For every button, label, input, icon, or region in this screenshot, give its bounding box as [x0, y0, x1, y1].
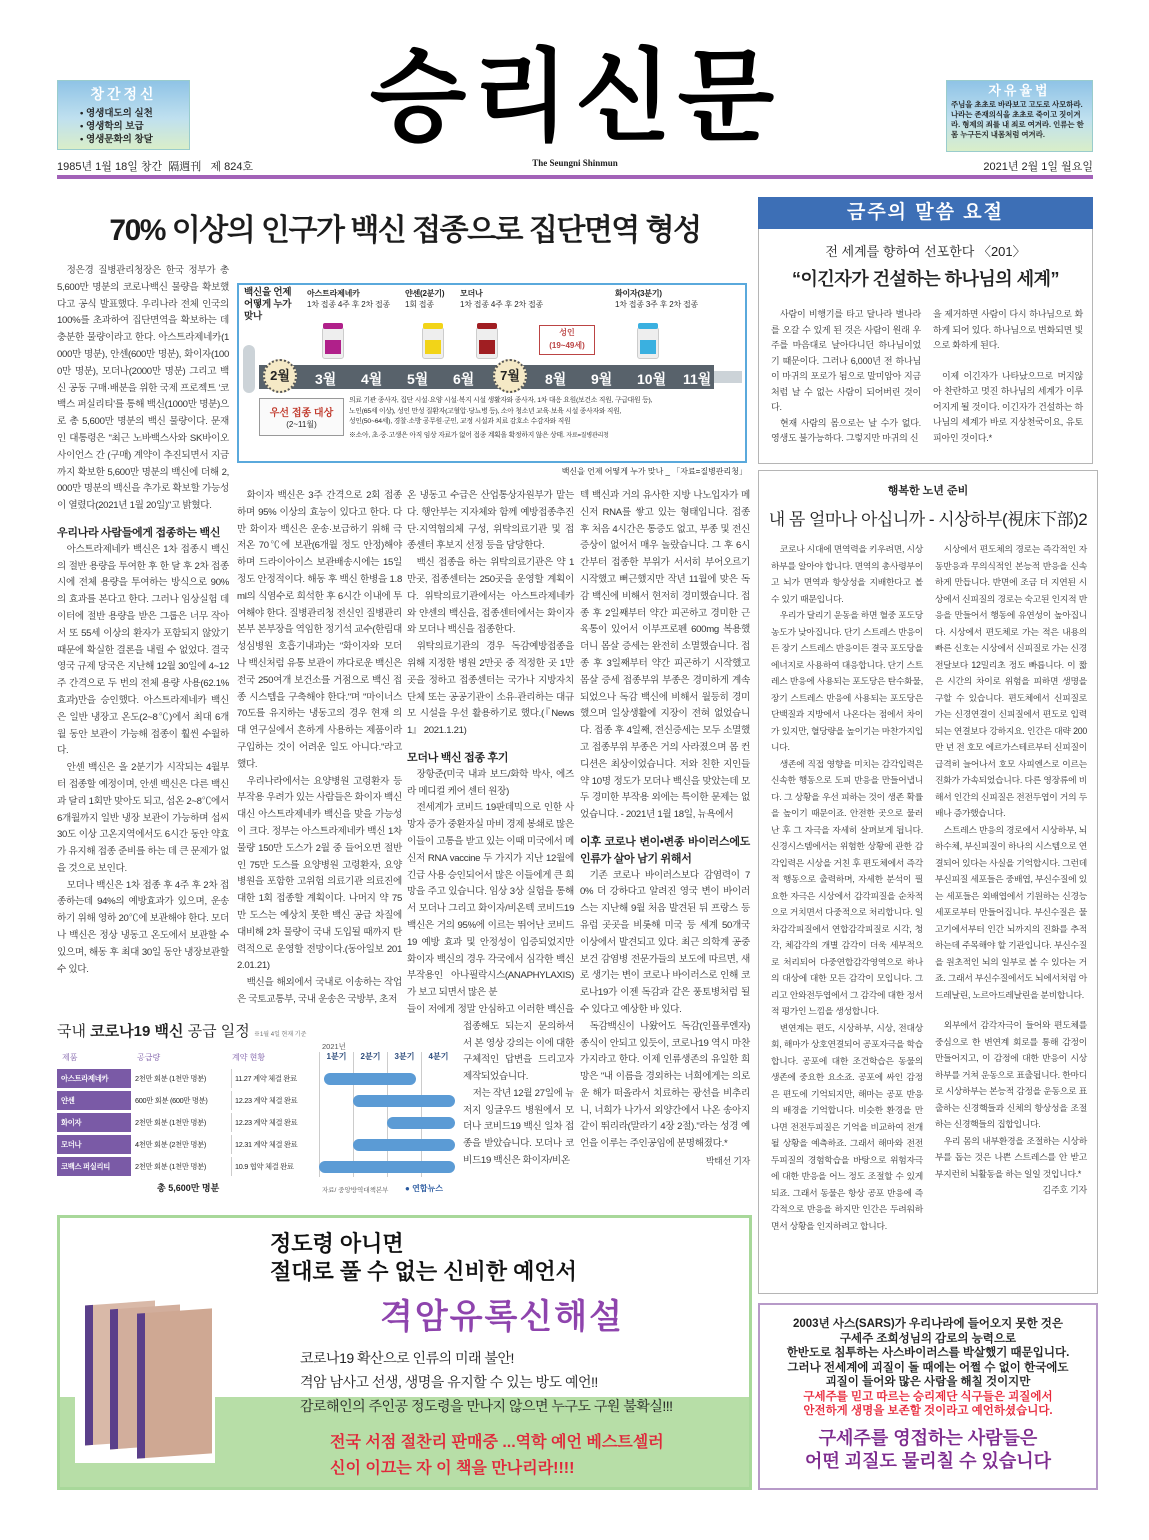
- table-row: [57, 1113, 319, 1132]
- month-label: 11월: [683, 371, 712, 387]
- month-label: 2월: [263, 359, 297, 393]
- paragraph: 우리가 달리기 운동을 하면 혈중 포도당 농도가 낮아집니다. 단기 스트레스 반응이든 장기 스트레스 반응이든 결국 포도당을 에너지로 사용하여 대응합니다. 단기 스트레스 반응에 사용되는 포도당은 탄수화물, 장기 스트레스 반응에 사용되는 포도당은 단백질과 지방에서 나온다는 점에서 차이가 있지만, 혈당량을 높이기는 마찬가지입니다.: [771, 610, 923, 752]
- product-name: 코백스 퍼실리티: [57, 1157, 131, 1176]
- quarter-label: 2분기: [353, 1052, 387, 1177]
- product-name: 얀센: [57, 1091, 131, 1110]
- subheading: 우리나라 사람들에게 접종하는 백신: [57, 526, 221, 539]
- issue-date: 2021년 2월 1일 월요일: [983, 161, 1093, 173]
- byline: 김주호 기자: [1042, 1185, 1087, 1195]
- syringe-plunger: [243, 345, 255, 393]
- health-column-2: [935, 541, 1087, 1199]
- paragraph: 현재 사람의 몸으로는 날 수가 없다. 영생도 불가능하다. 그렇지만 마귀의 신: [771, 417, 921, 443]
- quarter-label: 1분기: [319, 1052, 353, 1177]
- contract-status: 12.23 계약 체결 완료: [231, 1091, 297, 1110]
- contract-status: 12.23 계약 체결 완료: [231, 1113, 297, 1132]
- table-year: 2021년: [322, 1042, 346, 1051]
- founding-spirit-item: • 영생문화의 창달: [80, 134, 153, 145]
- subheading: 이후 코로나 변이•변종 바이러스에도 인류가 살아 남기 위해서: [580, 835, 750, 865]
- contract-status: 11.27 계약 체결 완료: [231, 1069, 297, 1088]
- vaccine-label: 아스트라제네카 1차 접종 4주 후 2차 접종: [307, 289, 391, 309]
- founding-spirit-item: • 영생학의 보급: [80, 121, 144, 132]
- paragraph: 이제 이긴자가 나타났으므로 머지않아 찬란하고 멋진 하나님의 세계가 이루어지게 될 것이다. 이긴자가 건설하는 하나님의 세계가 바로 지상천국이요, 유토피아인 것이다.*: [933, 370, 1083, 443]
- article-column-1: [57, 263, 229, 978]
- verse-column-1: [771, 307, 921, 447]
- quarter-label: 3분기: [387, 1052, 421, 1177]
- notice-box: [758, 1303, 1098, 1490]
- paragraph: 화이자 백신은 3주 간격으로 2회 접종하며 95% 이상의 효능이 있다고 한다. 다만 화이자 백신은 운송·보급하기 위해 극저온 70℃에 보관(6개월 정도 안정)해야 하며 드라이아이스 보관배송시에는 15일 정도 안정적이다. 해동 후 백신 한병을 1.8ml의 식염수로 희석한 후 6시간 이내에 투여해야 한다. 질병관리청 전신인 질병관리본부 본부장을 역임한 정기석 교수(한림대성심병원 호흡기내과)는 "화이자와 모더나 백신처럼 유통 보관이 까다로운 백신은 전국 250여개 보건소를 거점으로 백신 접종 시스템을 구축해야 한다."며 "마이너스 70도를 유지하는 냉동고의 경우 현재 의대 연구실에서 흔하게 사용하는 제품이라 구입하는 것이 어려운 일도 아니다."라고 했다.: [237, 490, 402, 770]
- supply-period-bar: [324, 1073, 416, 1085]
- founded-date: 1985년 1월 18일 창간: [57, 161, 163, 173]
- supply-amount: 4천만 회분 (2천만 명분): [135, 1140, 206, 1149]
- book-cover-image: [75, 1293, 215, 1463]
- vaccine-vial-icon: [637, 327, 659, 359]
- table-row: [57, 1069, 319, 1088]
- article-column-2: [237, 488, 402, 1009]
- paragraph: 안센 백신은 올 2분기가 시작되는 4월부터 접종할 예정이며, 안센 백신은 다른 백신과 달리 1회만 맞아도 되고, 섭온 2~8℃에서 6개월까지 일반 냉장 보관이 가능하며 섭씨 30도 이상 고온지역에서도 6시간 동안 약효가 유지해 접종 준비를 하는 데 큰 문제가 없을 것으로 보인다.: [57, 762, 229, 874]
- paragraph: 생존에 직접 영향을 미치는 감각입력은 신속한 행동으로 도피 반응을 만들어냅니다. 그 상황을 우선 피하는 것이 생존 확률을 높이기 때문이죠. 안전한 곳으로 물러난 후 그 자극을 자세히 살펴보게 됩니다. 신경시스템에서는 위험한 상황에 관한 감각입력은 시상을 거친 후 편도체에서 즉각적 행동으로 출력하며, 자세한 분석이 필요한 자극은 시상에서 감각피질을 순차적으로 거치면서 다중적으로 처리합니다. 일차감각피질에서 연합감각피질로 시각, 청각, 체감각의 개별 감각이 더욱 세부적으로 처리되어 다중연합감각영역으로 하나의 대상에 대한 모든 감각이 모입니다. 그리고 안와전두엽에서 그 감각에 대한 정서적 평가인 느낌을 생성합니다.: [771, 758, 923, 1016]
- freedom-law-box: [946, 80, 1093, 152]
- founding-spirit-box: [57, 80, 190, 150]
- paragraph: 위탁의료기관의 경우 독감예방접종을 위해 지정한 병원 2만곳 중 적정한 곳 1만곳을 정하고 접종센터는 국가나 지방자치단체 또는 공공기관이 소유·관리하는 대규모 시설을 우선 활용하기로 했다.(『News1』 2021.1.21): [407, 641, 574, 737]
- month-label: 5월: [407, 371, 429, 387]
- month-label: 3월: [315, 371, 337, 387]
- weekly-verse-box: [758, 229, 1093, 464]
- table-title: 국내 코로나19 백신 공급 일정 ※1월 4일 현재 기준: [57, 1023, 307, 1040]
- freedom-law-text: 주님을 초초로 바라보고 고도로 사모하라. 나라는 존재의식을 초초로 죽이고 짓이겨라. 형제의 죄를 내 죄로 여겨라. 인류는 한 몸 누구든지 내몸처럼 여겨라.: [951, 100, 1084, 139]
- vaccine-timeline-infographic: [237, 283, 747, 463]
- paragraph: 백신을 해외에서 국내로 이송하는 작업은 국토교통부, 국내 운송은 국방부, 초저: [237, 977, 402, 1005]
- book-title: 격암유록신해설: [380, 1298, 624, 1336]
- supply-amount: 2천만 회분 (1천만 명분): [135, 1074, 206, 1083]
- english-name: The Seungni Shinmun: [532, 158, 618, 168]
- article-column-4: [580, 488, 750, 1170]
- table-row: [57, 1135, 319, 1154]
- paragraph: 온 냉동고 수급은 산업통상자원부가 맡는다. 행안부는 지자체와 함께 예방접종추진단·지역협의체 구성, 위탁의료기관 및 접종센터 후보지 선정 등을 담당한다.: [407, 490, 574, 552]
- supply-amount: 2천만 회분 (1천만 명분): [135, 1162, 206, 1171]
- paragraph: 스트레스 반응의 경로에서 시상하부, 뇌하수체, 부신피질이 하나의 시스템으로 연결되어 있다는 사실을 기억합시다. 그런데 부신피질 세포들은 중배엽, 부신수질에 있는 세포들은 외배엽에서 기원하는 신경능세포로부터 만들어집니다. 부신수질은 물고기에서부터 인간 뇌까지의 진화를 추적하는데 주목해야 할 기관입니다. 부신수질을 원초적인 뇌의 일부로 볼 수 있다는 거죠. 그래서 부신수질에서도 뇌에서처럼 아드레날린, 노르아드레날린을 분비합니다.: [935, 824, 1087, 1000]
- article-kicker: 행복한 노년 준비: [887, 485, 969, 497]
- vaccine-label: 얀센(2분기) 1회 접종: [405, 289, 445, 309]
- month-label: 8월: [545, 371, 567, 387]
- paragraph: 아스트라제네카 백신은 1차 접종시 백신의 절반 용량을 투여한 후 한 달 후 2차 접종시에 전체 용량을 투여하는 방식으로 90%의 효과를 본다고 한다. 그러나 임상실험 데이터에 절반 용량을 받은 그룹은 너무 작아서 또 55세 이상의 환자가 포함되지 않았기 때문에 확실한 결론을 내릴 수 없었다. 결국 영국 규제 당국은 지난해 12월 30일에 4~12주 간격으로 두 번의 전체 용량 사용(62.1% 효과)만을 승인했다. 아스트라제네카 백신은 일반 냉장고 온도(2~8℃)에서 최대 6개월 동안 보관이 가능해 접종이 훨씬 수월하다.: [57, 543, 229, 757]
- verse-title: “이긴자가 건설하는 하나님의 세계”: [792, 269, 1059, 289]
- ad-headline: 정도령 아니면 절대로 풀 수 없는 신비한 예언서: [270, 1231, 577, 1284]
- vaccine-label: 모더나 1차 접종 4주 후 2차 접종: [460, 289, 544, 309]
- month-label: 4월: [361, 371, 383, 387]
- adult-label: 성인 (19~49세): [539, 325, 595, 355]
- vaccine-vial-icon: [322, 327, 344, 359]
- notice-slogan: 구세주를 영접하는 사람들은 어떤 괴질도 물리칠 수 있습니다: [804, 1427, 1052, 1471]
- table-row: [57, 1091, 319, 1110]
- supply-amount: 2천만 회분 (1천만 명분): [135, 1118, 206, 1127]
- paragraph: 사람이 비행기를 타고 달나라 별나라를 오갈 수 있게 된 것은 사람이 원래 우주를 마음대로 날아다니던 하나님이었기 때문이다. 그러나 6,000년 전 하나님이 마귀의 포로가 됨으로 말미암아 지금처럼 날 수 없는 사람이 되어버린 것이다.: [771, 309, 921, 412]
- supply-amount: 600만 회분 (600만 명분): [135, 1096, 208, 1105]
- founding-spirit-item: • 영생대도의 실천: [80, 108, 153, 119]
- paragraph: 외부에서 감각자극이 들어와 편도체를 중심으로 한 변연계 회로를 통해 감정이 만들어지고, 이 감정에 대한 반응이 시상하부를 거쳐 운동으로 표출됩니다. 한마디로 시상하부는 본능적 감정을 운동으로 표출하는 신경핵들과 신체의 항상성을 조절하는 신경핵들의 집합입니다.: [935, 1020, 1087, 1129]
- frequency: 隔週刊: [168, 161, 202, 173]
- founding-spirit-title: 창간정신: [90, 86, 157, 102]
- issue-number: 제 824호: [210, 161, 254, 173]
- infographic-caption: 백신을 언제 어떻게 누가 맞나 _ 「자료=질병관리청」: [561, 467, 747, 476]
- verse-series: 전 세계를 향하여 선포한다 〈201〉: [825, 244, 1026, 259]
- paragraph: 우리 몸의 내부환경을 조절하는 시상하부를 돕는 것은 나쁜 스트레스를 안 받고 부지런히 뇌활동을 하는 일일 것입니다.*: [935, 1135, 1087, 1179]
- agency-logo: ● 연합뉴스: [405, 1184, 443, 1193]
- month-label: 10월: [637, 371, 667, 387]
- paragraph: 백신 접종을 하는 위탁의료기관은 약 1만곳, 접종센터는 250곳을 운영할 계획이다. 위탁의료기관에서는 아스트라제네카와 얀센의 백신을, 접종센터에서는 화이자와 모더나 백신을 접종한다.: [407, 557, 574, 636]
- table-header: 계약 현황: [232, 1053, 266, 1062]
- vaccine-vial-icon: [422, 327, 444, 359]
- table-source: 자료/ 중앙방역대책본부: [322, 1187, 389, 1194]
- freedom-law-title: 자유율법: [988, 83, 1051, 98]
- sidebar-header: 금주의 말씀 요절: [758, 197, 1093, 229]
- paragraph: 우리나라에서는 요양병원 고령환자 등 부작용 우려가 있는 사람들은 화이자 백신 대신 아스트라제네카 백신을 맞을 가능성이 크다. 정부는 아스트라제네카 백신 1차 물량 150만 도스가 2월 중 들어오면 절반인 75만 도스를 요양병원 고령환자, 요양병원을 포함한 고위험 의료기관 의료진에 대한 1회 접종할 계획이다. 나머지 약 75만 도스는 예상치 못한 백신 공급 차질에 대비해 2차 물량이 국내 도입될 때까지 탄력적으로 운영할 전망이다.(동아일보 2012.01.21): [237, 775, 402, 972]
- product-name: 화이자: [57, 1113, 131, 1132]
- paragraph: 을 제거하면 사람이 다시 하나님으로 화하게 되어 있다. 하나님으로 변화되면 빛으로 화하게 된다.: [933, 309, 1083, 350]
- vaccine-label: 화이자(3분기) 1차 접종 3주 후 2차 접종: [615, 289, 699, 309]
- byline: 박태선 기자: [705, 1156, 750, 1167]
- product-name: 아스트라제네카: [57, 1069, 131, 1088]
- supply-period-bar: [353, 1095, 455, 1107]
- paragraph: 정은경 질병관리청장은 한국 정부가 총 5,600만 명분의 코로나백신 물량을 확보했다고 공식 발표했다. 우리나라 전체 인국의 100%를 초과하여 집단면역을 확보하는 데 충분한 물량이라고 한다. 아스트라제네카(1000만 명분), 안센(600만 명분), 화이자(1000만 명분), 모더나(2000만 명분) 그리고 백신 공동 구매·배분을 위한 국제 프로젝트 '코백스 퍼실리티'를 통해 백신(1000만 명분)으로 총 5,600만 명분의 백신 물량이다. 문재인 대통령은 "최근 노바백스사와 SK바이오사이언스 간 (구매) 계약이 추진되면서 지금까지 확보한 5,600만 명분의 백신에 더해 2,000만 명분의 백신을 추가로 확보할 가능성이 열렸다(2021년 1월 20일)"고 밝혔다.: [57, 265, 229, 512]
- notice-text: 2003년 사스(SARS)가 우리나라에 들어오지 못한 것은 구세주 조희성님의 감로의 능력으로 한반도로 침투하는 사스바이러스를 박살했기 때문입니다. 그러나 전세계에 괴질이 돌 때에는 어쩔 수 없이 한국에도 괴질이 들어와 많은 사람을 해칠 것이지만: [786, 1318, 1070, 1388]
- supply-period-bar: [319, 1161, 455, 1173]
- supply-period-bar: [353, 1139, 455, 1151]
- quarter-label: 4분기: [421, 1052, 455, 1177]
- paragraph: 시상에서 편도체의 경로는 즉각적인 자동반응과 무의식적인 본능적 반응을 신속하게 만듭니다. 반면에 조금 더 지연된 시상에서 신피질의 경로는 숙고된 인지적 반응을 만들어서 행동에 유연성이 높아집니다. 시상에서 편도체로 가는 적은 내용의 빠른 신호는 시상에서 신피질로 가는 신경전달보다 12밀리초 정도 빠릅니다. 이 짧은 시간의 차이로 위험을 피하면 생명을 구할 수 있습니다. 편도체에서 신피질로 가는 신경연결이 신피질에서 편도로 입력되는 연결보다 강하지요. 인간은 대략 200만 년 전 호모 에르가스테르부터 신피질이 급격히 늘어나서 호모 사피엔스로 이르는 진화가 가속되었습니다. 다른 영장류에 비해서 인간의 신피질은 전전두엽이 거의 두 배나 증가했습니다.: [935, 544, 1087, 818]
- notice-prophecy: 구세주를 믿고 따르는 승리제단 식구들은 괴질에서 안전하게 생명을 보존할 것이라고 예언하셨습니다.: [803, 1390, 1053, 1417]
- paragraph: 모더나 백신은 1차 접종 후 4주 후 2차 접종하는데 94%의 예방효과가 있으며, 운송하기 위해 영하 20℃에 보관해야 한다. 모더나 백신은 정상 냉동고 온도에서 보관할 수 있으며, 해동 후 최대 30일 동안 냉장보관할 수 있다.: [57, 879, 229, 975]
- issue-info: [57, 158, 253, 174]
- contract-status: 10.9 협약 체결 완료: [231, 1157, 294, 1176]
- priority-label: 우선 접종 대상 (2~11월): [259, 398, 344, 436]
- paragraph: 독감백신이 나왔어도 독감(인플루엔자) 종식이 안되고 있듯이, 코로나19 역시 마찬가지라고 한다. 이제 인류생존의 유일한 희망은 "내 이름을 경외하는 너희에게는 의로운 해가 떠올라서 치료하는 광선을 비추리니, 너희가 나가서 외양간에서 나온 송아지 같이 뛰리라(말라기 4장 2절)."라는 성경 예언을 이루는 주인공임에 분명해졌다.*: [580, 1020, 750, 1150]
- table-header: 공급량: [137, 1053, 161, 1062]
- paragraph: 저는 작년 12월 27일에 뉴저지 잉글우드 병원에서 모더나 코비드19 백신 일차 접종을 받았습니다. 모더나 코비드19 백신은 화이자/비온: [463, 1087, 574, 1167]
- contract-status: 12.31 계약 체결 완료: [231, 1135, 297, 1154]
- priority-targets: 의료 기관 종사자, 집단 시설·요양 시설·복지 시설 생활자와 종사자, 1차 대응 요원(보건소 직원, 구급대원 등), 노인(65세 이상), 성인 만성 질환자(고혈압·당뇨병 등), 소아 청소년 교육·보육 시설 종사자와 직원, 성인(50~64세), 경찰·소방 공무원·군인, 교정 시설과 치료 감호소 수감자와 직원 ※소아, 초·중·고생은 아직 임상 자료가 없어 접종 계획을 확정하지 않은 상태. 자료=질병관리청: [349, 397, 653, 439]
- paragraph: 변연계는 편도, 시상하부, 시상, 전대상회, 해마가 상호연결되어 공포자극을 학습합니다. 공포에 대한 조건학습은 동물의 생존에 중요한 요소죠. 공포에 싸인 감정은 편도에 기억되지만, 해마는 공포 반응의 배경을 기억합니다. 비슷한 환경을 만나면 전전두피질은 기억을 비교하여 전개될 상황을 예측하죠. 그래서 해마와 전전두피질의 경험학습을 바탕으로 위험자극에 대한 반응을 어느 정도 조절할 수 있게 되죠. 그래서 동물은 항상 공포 반응에 즉각적으로 반응을 하지만 인간은 두려워하면서 상황을 인지하려고 합니다.: [771, 1022, 923, 1231]
- table-header: 제품: [62, 1053, 78, 1062]
- month-label: 7월: [493, 359, 527, 393]
- header-divider: [57, 175, 1093, 179]
- paragraph: 전세계가 코비드 19판데믹으로 인한 사망자 증가 중환자실 마비 경제 봉쇄로 많은 이들이 고통을 받고 있는 이때 미국에서 메신저 RNA vaccine 두 가지가 지난 12월에 긴급 사용 승인되어서 많은 이들에게 큰 희망을 주고 있습니다. 임상 3상 실험을 통해서 모더나 그리고 화이자/비온텍 코비드19 백신은 거의 95%에 이르는 뛰어난 코비드19 예방 효과 및 안정성이 입증되었지만 화이자 백신의 경우 각국에서 심각한 백신 부작용인 아나필락시스(ANAPHYLAXIS)가 보고 되면서 많은 분: [407, 802, 574, 999]
- timeline-title: 백신을 언제 어떻게 누가 맞나: [244, 287, 292, 322]
- health-article: [758, 470, 1098, 1294]
- table-total: 총 5,600만 명분: [157, 1183, 220, 1193]
- ad-banner: 전국 서점 절찬리 판매중 ...역학 예언 베스트셀러 신이 이끄는 자 이 책을 만나리라!!!!: [330, 1434, 664, 1477]
- article-title: 내 몸 얼마나 아십니까 - 시상하부(視床下部)2: [768, 510, 1088, 529]
- paragraph: 기존 코로나 바이러스보다 감염력이 70% 더 강하다고 알려진 영국 변이 바이러스는 지난해 9월 처음 발견된 뒤 프랑스 등 유럽 곳곳을 비롯해 미국 등 세계 50개국 이상에서 발견되고 있다. 최근 의학계 공중보건 감염병 전문가들의 보도에 따르면, 새로 생기는 변이 코로나 바이러스로 인해 코로나19가 이젠 독감과 같은 풍토병처럼 될 수 있다고 예상한 바 있다.: [580, 869, 750, 1015]
- paragraph: 들이 저에게 정말 안심하고 이러한 백신을 접종해도 되는지 문의하셔서 본 영상 강의는 이에 대한 구체적인 답변을 드리고자 제작되었습니다.: [407, 1003, 574, 1083]
- subheading: 모더나 백신 접종 후기: [407, 751, 509, 764]
- paragraph: 코로나 시대에 면역력을 키우려면, 시상하부를 알아야 합니다. 면역의 총사령부이고 뇌가 면역과 항상성을 지배한다고 볼 수 있기 때문입니다.: [771, 544, 923, 604]
- vaccine-supply-table: [57, 1022, 457, 1202]
- health-column-1: [771, 541, 923, 1234]
- table-row: [57, 1157, 319, 1176]
- supply-period-bar: [387, 1117, 455, 1129]
- month-label: 6월: [453, 371, 475, 387]
- main-headline: 70% 이상의 인구가 백신 접종으로 집단면역 형성: [109, 214, 701, 247]
- book-advertisement[interactable]: [57, 1215, 752, 1490]
- vaccine-vial-icon: [476, 327, 498, 359]
- ad-copy: 코로나19 확산으로 인류의 미래 불안! 격암 남사고 선생, 생명을 유지할 수 있는 방도 예언!! 감로해인의 주인공 정도령을 만나지 않으면 누구도 구원 불확실!!!: [300, 1350, 673, 1414]
- month-label: 9월: [591, 371, 613, 387]
- verse-column-2: [933, 307, 1083, 446]
- product-name: 모더나: [57, 1135, 131, 1154]
- paragraph: 장항준(미국 내과 보드/화학 박사, 에즈라 메디컬 케어 센터 원장): [407, 768, 574, 797]
- syringe-needle-icon: [714, 371, 742, 383]
- newspaper-logo: 승리신문: [369, 41, 781, 153]
- paragraph: 텍 백신과 거의 유사한 지방 나노입자가 메신저 RNA를 쌓고 있는 형태입니다. 접종 후 처음 4시간은 통증도 없고, 부종 및 전신 증상이 없어서 매우 놀랐습니다. 그 후 6시간부터 접종한 부위가 서서히 부어오르기 시작했고 뻐근했지만 작년 11월에 맞은 독감 백신에 비해서 현저히 경미했습니다. 접종 후 2일째부터 약간 피곤하고 경미한 근육통이 있어서 이부프로펜 600mg 복용했더니 몸살 증세는 완전히 소멸했습니다. 접종 후 3일째부터 약간 피곤하기 시작했고 몸살 증세 접종부위 부종은 경미하게 계속되었으나 독감 백신에 비해서 월등히 경미했으며 일상생활에 지장이 전혀 없었습니다. 접종 후 4일째, 전신증세는 모두 소멸했고 접종부위 부종은 거의 사라졌으며 몸 컨디션은 최상이었습니다. 저와 친한 지인들 약 10명 정도가 모더나 백신을 맞았는데 모두 경미한 부작용 외에는 특이한 문제는 없었습니다. - 2021년 1월 18일, 뉴욕에서: [580, 490, 750, 821]
